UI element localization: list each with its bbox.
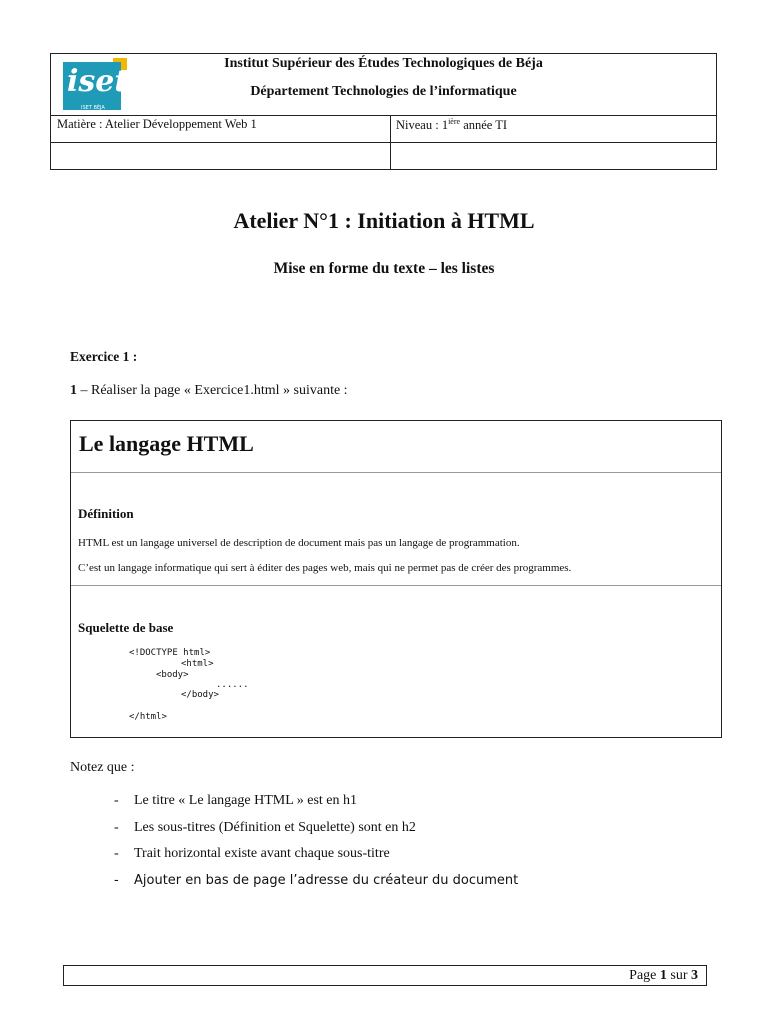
column-divider-2 <box>390 142 391 169</box>
example-page-figure <box>70 420 722 738</box>
exercise-label: Exercice 1 : <box>70 349 138 364</box>
page-of-label: sur <box>666 968 691 983</box>
page-label: Page <box>629 968 660 983</box>
figure-h2-definition: Définition <box>78 506 134 521</box>
list-item <box>114 846 518 873</box>
department-name: Département Technologies de l’informatique <box>250 84 517 99</box>
figure-paragraph-1: HTML est un langage universel de description de document mais pas un langage de programmation. <box>78 537 520 549</box>
instruction-number: 1 <box>70 383 77 398</box>
subject-level-row <box>51 115 716 143</box>
header-top-row <box>51 54 716 116</box>
notes-list <box>114 793 518 899</box>
level-sup: ière <box>448 117 461 126</box>
figure-paragraph-2: C’est un langage informatique qui sert à éditer des pages web, mais qui ne permet pas de créer des programmes. <box>78 562 572 574</box>
institute-name: Institut Supérieur des Études Technologiques de Béja <box>224 56 543 71</box>
list-item-text: Trait horizontal existe avant chaque sous-titre <box>134 846 390 861</box>
header-table <box>50 53 717 170</box>
list-item <box>114 820 518 847</box>
column-divider <box>390 115 391 142</box>
code-line-html-open: <html> <box>181 659 214 669</box>
page-total: 3 <box>691 968 698 983</box>
level-cell <box>396 117 507 133</box>
code-line-body-close: </body> <box>181 690 219 700</box>
code-line-dots: ...... <box>216 680 249 690</box>
bullet-dash: - <box>114 819 119 835</box>
figure-h2-squelette: Squelette de base <box>78 620 174 635</box>
list-item-text: Les sous-titres (Définition et Squelette) sont en h2 <box>134 819 416 835</box>
bullet-dash: - <box>114 846 119 861</box>
list-item-text: Le titre « Le langage HTML » est en h1 <box>134 793 358 808</box>
svg-text:iset: iset <box>67 64 129 99</box>
list-item <box>114 793 518 820</box>
list-item <box>114 873 518 900</box>
bullet-dash: - <box>114 872 119 888</box>
code-line-html-close: </html> <box>129 712 167 722</box>
page-current: 1 <box>659 968 667 983</box>
instruction-text: – Réaliser la page « Exercice1.html » suivante : <box>77 383 348 398</box>
page-subtitle: Mise en forme du texte – les listes <box>273 260 495 277</box>
level-prefix: Niveau : 1 <box>396 118 449 133</box>
notes-intro: Notez que : <box>70 760 135 775</box>
svg-text:ISET BÉJA: ISET BÉJA <box>81 105 105 110</box>
page-title: Atelier N°1 : Initiation à HTML <box>233 208 535 233</box>
page-number <box>629 968 698 984</box>
bullet-dash: - <box>114 793 119 808</box>
subject-cell: Matière : Atelier Développement Web 1 <box>57 117 257 131</box>
figure-hr-2 <box>71 585 721 586</box>
list-item-text: Ajouter en bas de page l’adresse du créateur du document <box>134 872 519 888</box>
level-suffix: année TI <box>460 118 508 133</box>
code-line-body-open: <body> <box>156 670 189 680</box>
figure-h1: Le langage HTML <box>79 431 254 456</box>
empty-row <box>51 142 716 169</box>
code-line-doctype: <!DOCTYPE html> <box>129 648 211 658</box>
exercise-instruction <box>70 383 348 399</box>
page-footer <box>63 965 707 986</box>
figure-hr-1 <box>71 472 721 473</box>
